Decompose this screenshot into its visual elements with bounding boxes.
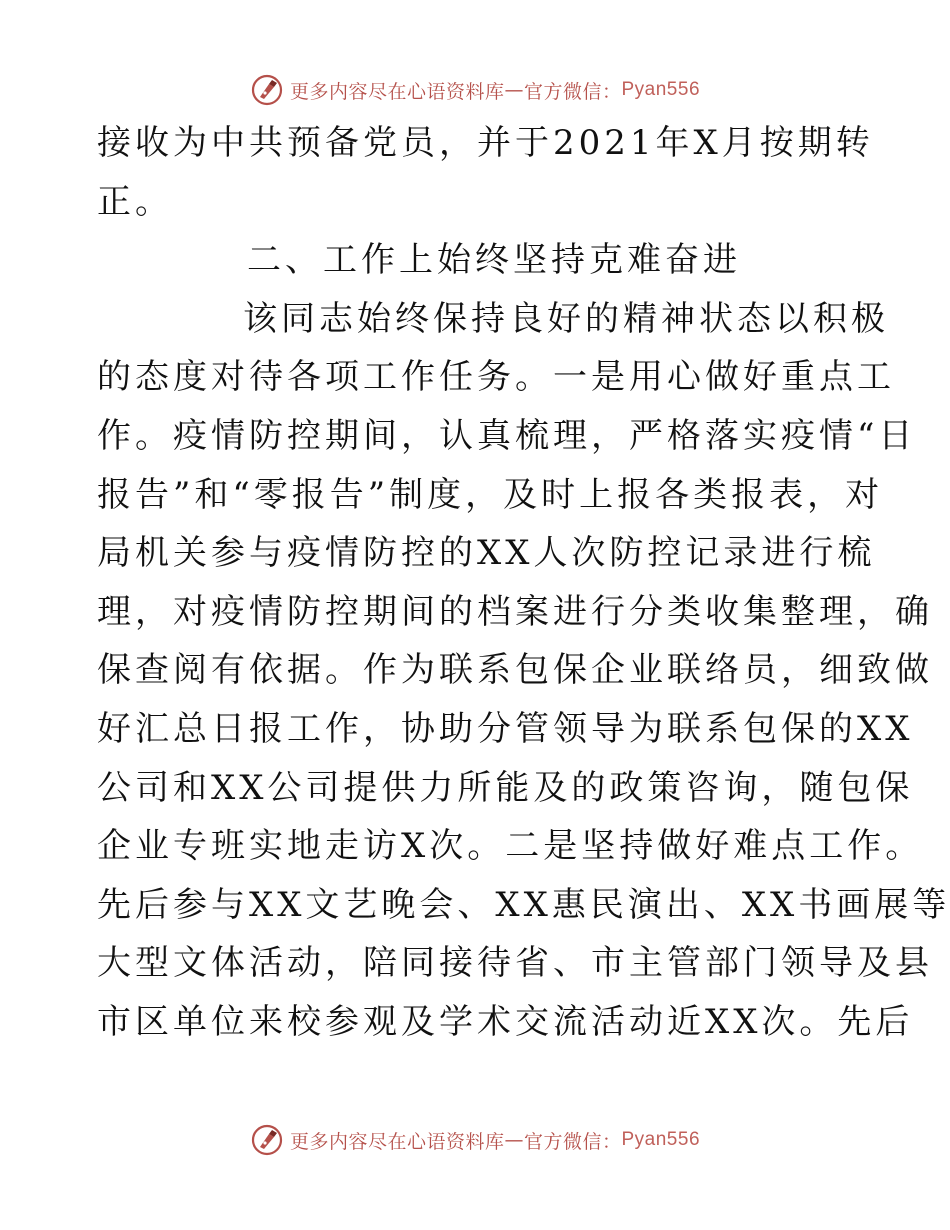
watermark-separator: — (504, 79, 524, 101)
watermark-label: 官方微信： (523, 1130, 622, 1153)
body-line: 企业专班实地走访X次。二是坚持做好难点工作。 (97, 826, 924, 867)
body-line: 的态度对待各项工作任务。一是用心做好重点工 (97, 357, 895, 398)
pen-nib-logo-icon (250, 1123, 284, 1157)
body-line: 作。疫情防控期间，认真梳理，严格落实疫情“日 (97, 415, 917, 456)
header-watermark (0, 70, 950, 110)
watermark-account: Pyan556 (621, 79, 701, 100)
body-line: 好汇总日报工作，协助分管领导为联系包保的XX (97, 708, 914, 749)
watermark-label: 官方微信： (523, 80, 622, 103)
pen-nib-logo-icon (250, 73, 284, 107)
watermark-account: Pyan556 (621, 1129, 701, 1150)
section-heading: 二、工作上始终坚持克难奋进 (247, 240, 741, 281)
body-line: 报告”和“零报告”制度，及时上报各类报表，对 (97, 474, 884, 515)
watermark-site-name: 更多内容尽在心语资料库 (289, 1130, 505, 1153)
body-line: 接收为中共预备党员，并于2021年X月按期转 (97, 123, 874, 163)
body-line: 大型文体活动，陪同接待省、市主管部门领导及县 (97, 943, 933, 984)
document-body (97, 114, 950, 1052)
watermark-site-name: 更多内容尽在心语资料库 (289, 80, 505, 103)
paragraph-first-line: 该同志始终保持良好的精神状态以积极 (243, 298, 889, 339)
watermark-separator: — (504, 1129, 524, 1151)
body-line: 公司和XX公司提供力所能及的政策咨询，随包保 (97, 767, 914, 808)
body-line: 保查阅有依据。作为联系包保企业联络员，细致做 (97, 650, 933, 691)
body-line: 正。 (97, 181, 173, 222)
body-line: 先后参与XX文艺晚会、XX惠民演出、XX书画展等 (97, 884, 950, 925)
footer-watermark (0, 1120, 950, 1160)
body-line: 理，对疫情防控期间的档案进行分类收集整理，确 (97, 591, 933, 632)
body-line: 市区单位来校参观及学术交流活动近XX次。先后 (97, 1001, 914, 1042)
body-line: 局机关参与疫情防控的XX人次防控记录进行梳 (97, 533, 876, 574)
